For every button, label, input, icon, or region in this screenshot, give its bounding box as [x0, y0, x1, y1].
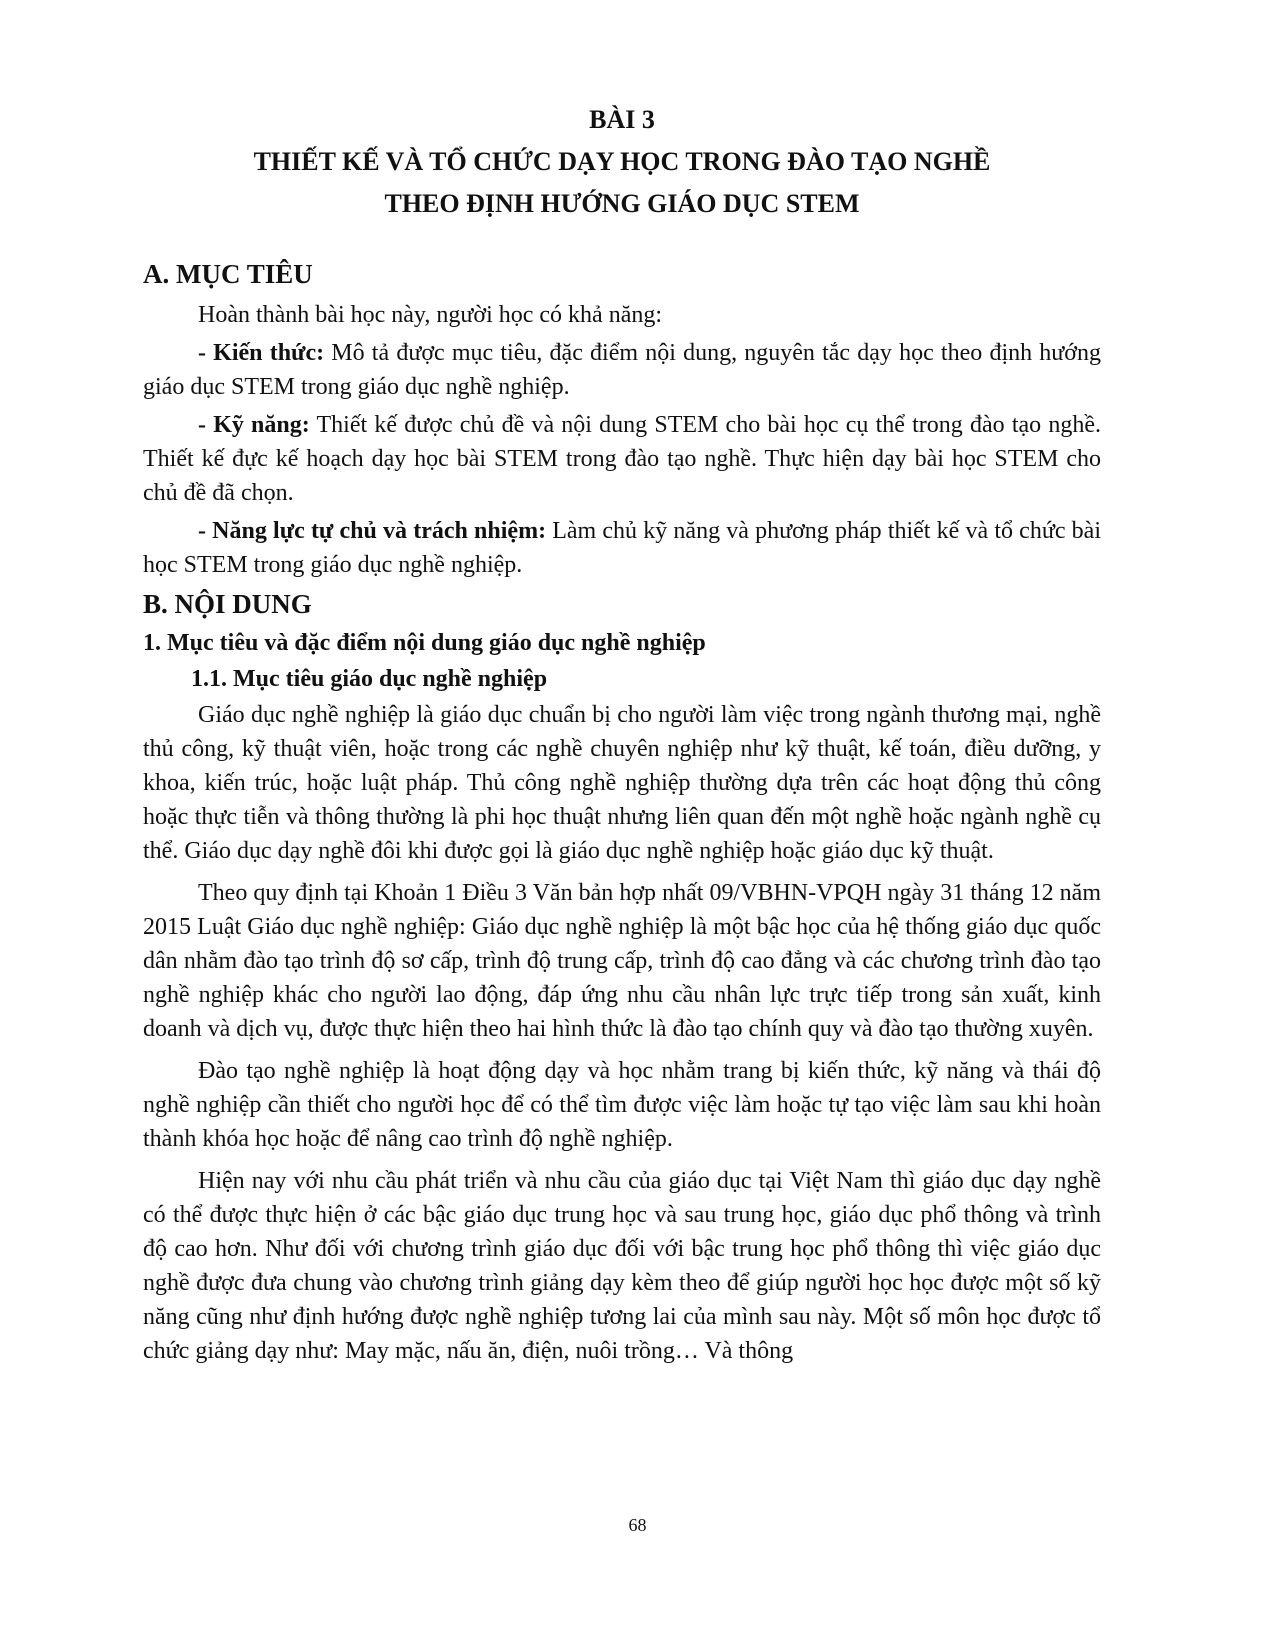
objective-autonomy-text: Làm chủ kỹ năng và phương pháp thiết kế và tổ chức bài học STEM trong giáo dục nghề nghiệp. — [143, 518, 1101, 578]
subsection-1-1-heading: 1.1. Mục tiêu giáo dục nghề nghiệp — [191, 666, 548, 692]
page-number: 68 — [628, 1515, 647, 1535]
objective-skills — [143, 408, 1101, 510]
lesson-number: BÀI 3 — [589, 105, 655, 134]
subsection-1-heading: 1. Mục tiêu và đặc điểm nội dung giáo dục nghề nghiệp — [143, 630, 706, 656]
objective-knowledge — [143, 336, 1101, 404]
objective-autonomy — [143, 514, 1101, 582]
paragraph: Đào tạo nghề nghiệp là hoạt động dạy và học nhằm trang bị kiến thức, kỹ năng và thái độ nghề nghiệp cần thiết cho người học để có thể tìm được việc làm hoặc tự tạo việc làm sau khi hoàn thành khóa học hoặc để nâng cao trình độ nghề nghiệp. — [143, 1058, 1101, 1152]
section-b-heading: B. NỘI DUNG — [143, 589, 312, 619]
objective-knowledge-lead: - Kiến thức: — [198, 340, 325, 366]
document-page — [143, 98, 1101, 1368]
section-a-intro: Hoàn thành bài học này, người học có khả năng: — [198, 302, 663, 328]
section-a-heading: A. MỤC TIÊU — [143, 259, 313, 289]
objective-autonomy-lead: - Năng lực tự chủ và trách nhiệm: — [198, 518, 547, 544]
lesson-title-line1: THIẾT KẾ VÀ TỔ CHỨC DẠY HỌC TRONG ĐÀO TẠO NGHỀ — [253, 147, 991, 176]
lesson-title-line2: THEO ĐỊNH HƯỚNG GIÁO DỤC STEM — [384, 189, 860, 218]
objective-skills-lead: - Kỹ năng: — [198, 412, 310, 438]
paragraph: Hiện nay với nhu cầu phát triển và nhu cầu của giáo dục tại Việt Nam thì giáo dục dạy nghề có thể được thực hiện ở các bậc giáo dục trung học và sau trung học, giáo dục phổ thông và trình độ cao hơn. Như đối với chương trình giáo dục đối với bậc trung học phổ thông thì việc giáo dục nghề được đưa chung vào chương trình giảng dạy kèm theo để giúp người học học được một số kỹ năng cũng như định hướng được nghề nghiệp tương lai của mình sau này. Một số môn học được tổ chức giảng dạy như: May mặc, nấu ăn, điện, nuôi trồng… Và thông — [143, 1168, 1101, 1364]
paragraph: Theo quy định tại Khoản 1 Điều 3 Văn bản hợp nhất 09/VBHN-VPQH ngày 31 tháng 12 năm 2015 Luật Giáo dục nghề nghiệp: Giáo dục nghề nghiệp là một bậc học của hệ thống giáo dục quốc dân nhằm đào tạo trình độ sơ cấp, trình độ trung cấp, trình độ cao đẳng và các chương trình đào tạo nghề nghiệp khác cho người lao động, đáp ứng nhu cầu nhân lực trực tiếp trong sản xuất, kinh doanh và dịch vụ, được thực hiện theo hai hình thức là đào tạo chính quy và đào tạo thường xuyên. — [143, 880, 1101, 1042]
paragraph: Giáo dục nghề nghiệp là giáo dục chuẩn bị cho người làm việc trong ngành thương mại, nghề thủ công, kỹ thuật viên, hoặc trong các nghề chuyên nghiệp như kỹ thuật, kế toán, điều dưỡng, y khoa, kiến trúc, hoặc luật pháp. Thủ công nghề nghiệp thường dựa trên các hoạt động thủ công hoặc thực tiễn và thông thường là phi học thuật nhưng liên quan đến một nghề hoặc ngành nghề cụ thể. Giáo dục dạy nghề đôi khi được gọi là giáo dục nghề nghiệp hoặc giáo dục kỹ thuật. — [143, 702, 1101, 864]
objective-skills-text: Thiết kế được chủ đề và nội dung STEM cho bài học cụ thể trong đào tạo nghề. Thiết kế đực kế hoạch dạy học bài STEM trong đào tạo nghề. Thực hiện dạy bài học STEM cho chủ đề đã chọn. — [143, 412, 1101, 506]
objective-knowledge-text: Mô tả được mục tiêu, đặc điểm nội dung, nguyên tắc dạy học theo định hướng giáo dục STEM trong giáo dục nghề nghiệp. — [143, 340, 1101, 400]
